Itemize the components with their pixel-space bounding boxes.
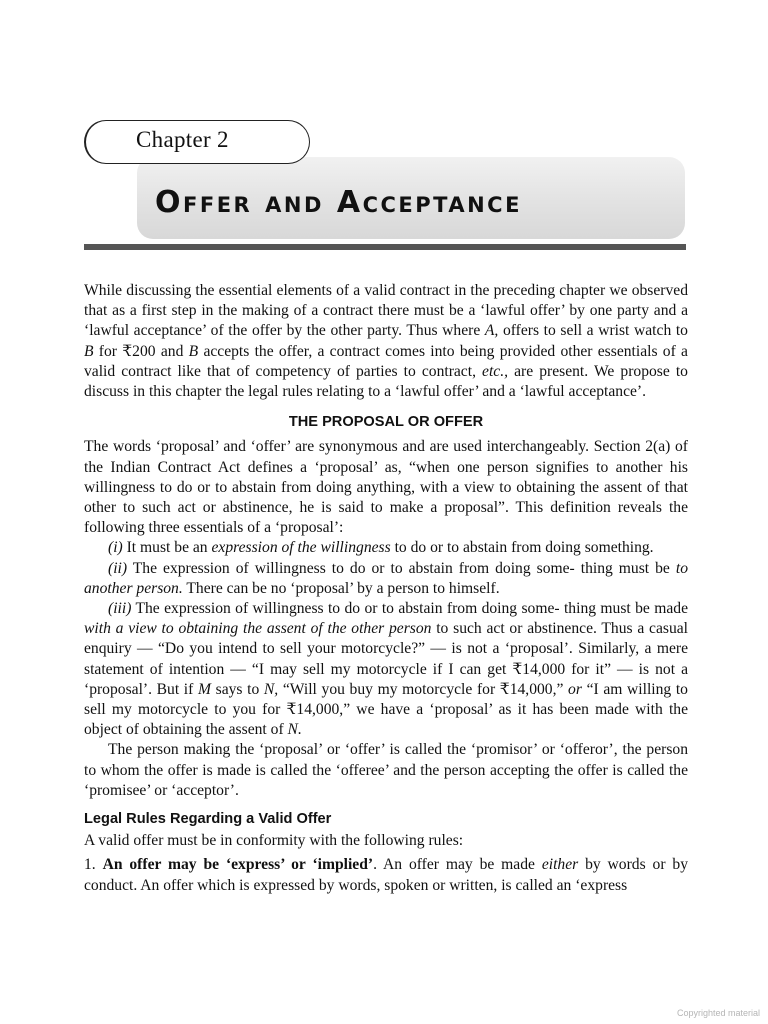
party-m: M [197,680,211,698]
essential-3-number: (iii) [108,600,132,618]
essential-3 [84,599,688,740]
intro-text-1: While discussing the essential elements of a valid contract in the preceding chapter we observed that as a first step in the making of a contract there must be a ‘lawful offer’ by one party and a ‘lawful acceptance’ of the offer by the other party. Thus where [84,282,688,340]
essential-3-text-d: “Will you buy my motorcycle for ₹14,000,” [278,680,569,698]
intro-text-3: for ₹200 and [93,342,189,360]
essential-2 [84,559,688,599]
rule-1 [84,855,688,895]
parties-paragraph: The person making the ‘proposal’ or ‘offer’ is called the ‘promisor’ or ‘offeror’, the person to whom the offer is made is called the ‘offeree’ and the person accepting the offer is called the ‘promisee’ or ‘acceptor’. [84,741,688,799]
chapter-title-band [137,157,685,239]
essential-2-emphasis: to another person. [84,559,688,597]
intro-text-5: are present. We propose to discuss in this chapter the legal rules relating to a ‘lawful offer’ and a ‘lawful acceptance’. [84,362,688,401]
chapter-label-box [84,120,310,164]
essential-3-text-a: The expression of willingness to do or to abstain from doing some- thing must be made [131,600,688,618]
intro-text-4: accepts the offer, a contract comes into being provided other essentials of a valid contract like that of competency of parties to contract, [84,342,688,380]
rules-intro: A valid offer must be in conformity with the following rules: [84,832,464,850]
heading-proposal-or-offer: THE PROPOSAL OR OFFER [288,414,484,431]
copyright-watermark: Copyrighted material [676,1008,760,1018]
essential-3-text-e: “I am willing to sell my motorcycle to you for ₹14,000,” we have a ‘proposal’ as it has been made with the object of obtaining the assent of [84,680,688,739]
title-divider [84,244,686,250]
rule-1-text-b: by words or by conduct. An offer which is expressed by words, spoken or written, is called an ‘express [84,856,688,894]
rule-1-emphasis: either [541,856,579,874]
rule-1-number: 1. [84,856,103,874]
intro-paragraph [84,281,688,402]
party-n-2: N. [287,721,302,739]
essential-1-text-b: to do or to abstain from doing something. [390,539,654,557]
chapter-label: Chapter 2 [136,127,229,152]
etc-text: etc., [482,362,509,380]
essential-1-text-a: It must be an [122,539,212,557]
essential-1 [84,538,688,558]
party-b: B [84,342,94,360]
essential-2-text-a: The expression of willingness to do or to abstain from doing some- thing must be [127,559,676,577]
essential-3-text-c: says to [210,680,264,698]
page-body [84,281,688,896]
rule-1-heading: An offer may be ‘express’ or ‘implied’ [102,856,374,874]
essential-3-emphasis: with a view to obtaining the assent of the other person [84,620,432,638]
intro-text-2: offers to sell a wrist watch to [498,322,688,340]
party-n: N, [263,680,279,698]
essential-2-number: (ii) [108,559,128,577]
heading-legal-rules: Legal Rules Regarding a Valid Offer [84,811,332,828]
chapter-title: Offer and Acceptance [155,185,522,220]
party-a: A, [484,322,499,340]
definition-paragraph: The words ‘proposal’ and ‘offer’ are synonymous and are used interchangeably. Section 2(a) of the Indian Contract Act defines a ‘proposal’ as, “when one person signifies to another his willingness to do or to abstain from doing anything, with a view to obtaining the assent of that other to such act or abstinence, he is said to make a proposal”. This definition reveals the following three essentials of a ‘proposal’: [84,438,688,537]
essential-3-text-b: to such act or abstinence. Thus a casual enquiry — “Do you intend to sell your motorcycle?” — is not a ‘proposal’. Similarly, a mere statement of intention — “I may sell my motorcycle if I can get ₹14,000 for it” — is not a ‘proposal’. But if [84,620,689,698]
rule-1-text-a: . An offer may be made [373,856,542,874]
essential-1-emphasis: expression of the willingness [211,539,391,557]
essential-2-text-b: There can be no ‘proposal’ by a person to himself. [182,579,500,597]
or-emphasis: or [568,680,582,698]
essential-1-number: (i) [108,539,123,557]
party-b-2: B [188,342,199,360]
